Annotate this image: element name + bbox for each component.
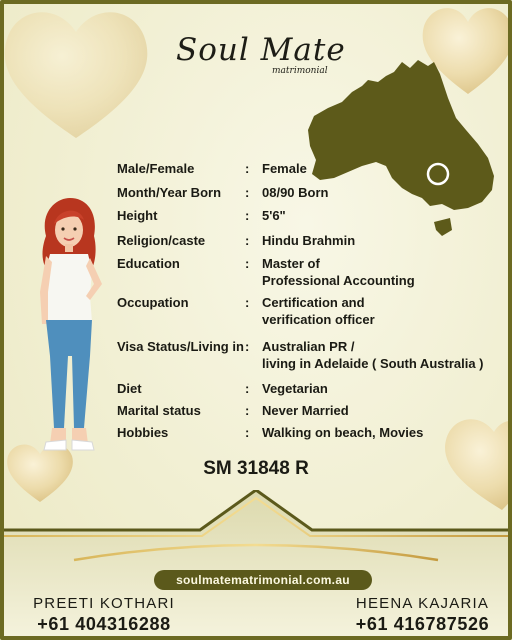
- row-separator: :: [245, 233, 250, 248]
- row-separator: :: [245, 256, 250, 271]
- row-separator: :: [245, 208, 250, 223]
- row-value: Master of: [262, 256, 320, 271]
- row-label: Month/Year Born: [117, 185, 222, 200]
- row-separator: :: [245, 403, 250, 418]
- row-label: Height: [117, 208, 158, 223]
- row-separator: :: [245, 161, 250, 176]
- row-value: Hindu Brahmin: [262, 233, 356, 248]
- row-separator: :: [245, 185, 250, 200]
- website-link[interactable]: soulmatematrimonial.com.au: [154, 570, 372, 590]
- contact-right: [340, 595, 505, 635]
- contact-left: [24, 595, 184, 635]
- row-label: Hobbies: [117, 425, 169, 440]
- row-label: Occupation: [117, 295, 189, 310]
- row-value: Walking on beach, Movies: [262, 425, 424, 440]
- row-value: 5'6": [262, 208, 286, 223]
- row-value: living in Adelaide ( South Australia ): [262, 356, 484, 371]
- woman-illustration-icon: [32, 196, 118, 454]
- heart-top-left-icon: [0, 0, 156, 148]
- row-value: Professional Accounting: [262, 273, 415, 288]
- row-label: Education: [117, 256, 180, 271]
- row-value: Certification and: [262, 295, 365, 310]
- brand-subtitle: matrimonial: [272, 66, 328, 76]
- row-label: Religion/caste: [117, 233, 206, 248]
- profile-code: SM 31848 R: [203, 458, 309, 479]
- row-value: Never Married: [262, 403, 349, 418]
- row-separator: :: [245, 339, 250, 354]
- row-label: Marital status: [117, 403, 201, 418]
- row-value: Vegetarian: [262, 381, 328, 396]
- row-label: Diet: [117, 381, 142, 396]
- row-label: Visa Status/Living in: [117, 339, 244, 354]
- row-value: Female: [262, 161, 307, 176]
- row-value: 08/90 Born: [262, 185, 329, 200]
- row-separator: :: [245, 425, 250, 440]
- contact-phone[interactable]: +61 416787526: [355, 614, 490, 634]
- row-value: verification officer: [262, 312, 375, 327]
- row-separator: :: [245, 381, 250, 396]
- contact-name: HEENA KAJARIA: [355, 595, 490, 612]
- brand-name: Soul Mate: [176, 32, 346, 68]
- row-label: Male/Female: [117, 161, 195, 176]
- row-separator: :: [245, 295, 250, 310]
- contact-name: PREETI KOTHARI: [33, 595, 175, 612]
- contact-phone[interactable]: +61 404316288: [37, 614, 171, 634]
- row-value: Australian PR /: [262, 339, 355, 354]
